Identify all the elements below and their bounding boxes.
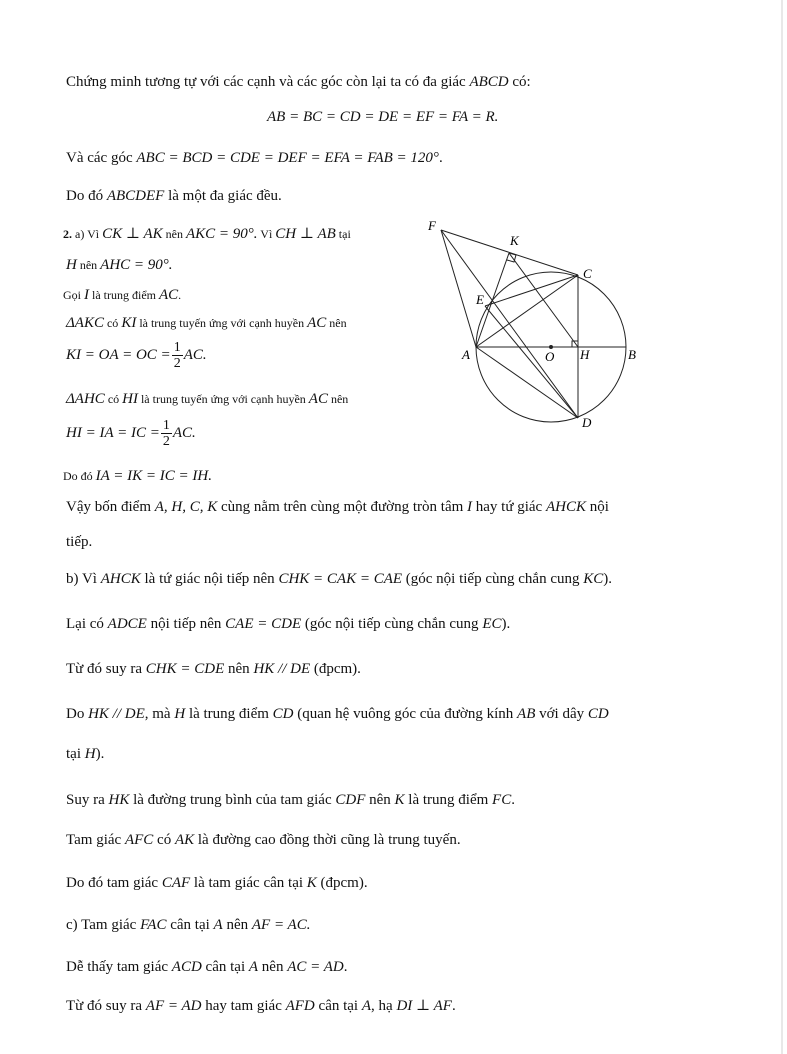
math-angles: CAE = CDE — [225, 616, 302, 632]
math: K — [394, 792, 405, 808]
math: HK // DE — [253, 661, 311, 677]
math: CK ⊥ AK — [102, 226, 163, 242]
text: . — [178, 288, 182, 302]
label-h: H — [580, 347, 590, 362]
math: HK — [108, 792, 130, 808]
math: I — [467, 499, 473, 515]
text: (đpcm). — [316, 875, 368, 891]
text: Gọi — [63, 288, 84, 302]
text: là trung điểm — [404, 792, 493, 808]
math: CAF — [161, 875, 191, 891]
label-b: B — [628, 347, 636, 362]
math: AK — [174, 832, 195, 848]
segment-ac — [476, 275, 578, 347]
math: ADCE — [107, 616, 147, 632]
math: AKC = 90°. — [185, 226, 258, 242]
math: AHC = 90°. — [100, 257, 173, 273]
segment-ad — [476, 347, 578, 418]
text: Vậy bốn điểm — [66, 499, 155, 515]
segment-kh — [509, 253, 578, 347]
math: KI — [121, 315, 137, 331]
math: IA = IK = IC = IH. — [95, 468, 213, 484]
math: AC. — [183, 347, 207, 363]
math: AC — [158, 287, 179, 303]
math: AC — [307, 315, 327, 331]
text: Vì — [257, 227, 276, 241]
text: cân tại — [201, 959, 249, 975]
text: cân tại — [314, 998, 362, 1014]
math: A — [361, 998, 372, 1014]
text: Và các góc — [66, 150, 137, 166]
math: H — [84, 746, 96, 762]
text: cùng nằm trên cùng một đường tròn tâm — [217, 499, 468, 515]
text: , mà — [144, 706, 175, 722]
math: H — [66, 257, 77, 273]
text: (góc nội tiếp cùng chắn cung — [402, 571, 584, 587]
text: b) Vì — [66, 571, 101, 587]
math: AFD — [285, 998, 315, 1014]
text: Dễ thấy tam giác — [66, 959, 172, 975]
text: ). — [603, 571, 612, 587]
text: có — [104, 392, 123, 406]
text: c) Tam giác — [66, 917, 141, 933]
text: nên — [162, 227, 186, 241]
text: nên — [327, 392, 349, 406]
text: là tứ giác nội tiếp nên — [140, 571, 279, 587]
math: AB — [517, 706, 536, 722]
label-d: D — [582, 415, 592, 430]
text: Do đó tam giác — [66, 875, 162, 891]
math: AF = AC. — [251, 917, 311, 933]
math: AHCK — [545, 499, 586, 515]
text: a) Vì — [72, 227, 103, 241]
math: A — [213, 917, 223, 933]
math: AC. — [172, 425, 196, 441]
math: AC — [308, 391, 328, 407]
text: nên — [222, 917, 252, 933]
math: CD — [587, 706, 609, 722]
math: DI ⊥ AF — [396, 998, 452, 1014]
text: (đpcm). — [310, 661, 361, 677]
text: ). — [501, 616, 511, 632]
item-number: 2. — [63, 227, 72, 241]
text: Từ đó suy ra — [66, 998, 146, 1014]
text: nên — [258, 959, 288, 975]
math-angles: CHK = CDE — [145, 661, 225, 677]
text: là tam giác cân tại — [190, 875, 307, 891]
text: (góc nội tiếp cùng chắn cung — [301, 616, 483, 632]
text: ). — [95, 746, 105, 762]
math: ΔAKC — [66, 315, 104, 331]
math: HI — [122, 391, 138, 407]
math-angles: ABC = BCD = CDE = DEF = EFA = FAB = 120° — [136, 150, 439, 166]
text: , hạ — [371, 998, 397, 1014]
math: CD — [272, 706, 294, 722]
segment-af — [441, 230, 476, 347]
label-e: E — [476, 292, 484, 307]
math: ΔAHC — [66, 391, 105, 407]
segment-ec — [485, 275, 578, 306]
math: H — [174, 706, 186, 722]
numerator: 1 — [162, 418, 170, 434]
math-angles: CHK = CAK = CAE — [278, 571, 403, 587]
math: I — [84, 287, 89, 303]
math: A, H, C, K — [154, 499, 218, 515]
text: . — [343, 959, 348, 975]
text: có — [153, 832, 175, 848]
math: AFC — [124, 832, 154, 848]
text: là đường trung bình của tam giác — [129, 792, 336, 808]
numerator: 1 — [173, 340, 181, 356]
text: là trung tuyến ứng với cạnh huyền — [137, 392, 309, 406]
math: CH ⊥ AB — [275, 226, 336, 242]
text: nên — [326, 316, 347, 330]
text: Lại có — [66, 616, 108, 632]
text: . — [438, 150, 443, 166]
label-c: C — [583, 266, 592, 281]
text: tại — [335, 227, 351, 241]
math: K — [306, 875, 317, 891]
math: FC — [492, 792, 512, 808]
text: Suy ra — [66, 792, 109, 808]
math: HI = IA = IC = — [66, 425, 160, 441]
text: nên — [365, 792, 395, 808]
math: ACD — [171, 959, 202, 975]
math: A — [248, 959, 259, 975]
text: hay tam giác — [201, 998, 286, 1014]
label-a: A — [462, 347, 470, 362]
text: với dây — [535, 706, 588, 722]
text: Do — [66, 706, 89, 722]
math: ABCDEF — [106, 188, 165, 204]
text: Tam giác — [66, 832, 125, 848]
math: HK // DE — [88, 706, 145, 722]
math: KI = OA = OC = — [66, 347, 171, 363]
math: CDF — [335, 792, 366, 808]
text: . — [451, 998, 456, 1014]
text: . — [511, 792, 515, 808]
segment-fd — [441, 230, 578, 418]
text: có — [103, 316, 122, 330]
text: Từ đó suy ra — [66, 661, 146, 677]
text: tại — [66, 746, 85, 762]
text: nội tiếp nên — [146, 616, 226, 632]
text: tiếp. — [66, 534, 93, 550]
text: là trung điểm — [185, 706, 273, 722]
label-f: F — [428, 218, 436, 233]
denominator: 2 — [162, 434, 170, 450]
text: Chứng minh tương tự với các cạnh và các góc còn lại ta có đa giác — [66, 74, 470, 90]
text: hay tứ giác — [472, 499, 546, 515]
math-equation: AB = BC = CD = DE = EF = FA = R. — [267, 109, 499, 125]
text: (quan hệ vuông góc của đường kính — [293, 706, 518, 722]
text: có: — [508, 74, 531, 90]
text: cân tại — [166, 917, 214, 933]
label-k: K — [510, 233, 519, 248]
math: EC — [482, 616, 502, 632]
text: Do đó — [66, 188, 107, 204]
label-o: O — [545, 349, 555, 364]
text: là trung tuyến ứng với cạnh huyền — [136, 316, 308, 330]
text: là đường cao đồng thời cũng là trung tuyến. — [194, 832, 461, 848]
math: AC = AD — [287, 959, 344, 975]
math: FAC — [140, 917, 167, 933]
text: nội — [585, 499, 609, 515]
denominator: 2 — [173, 356, 181, 372]
text: nên — [224, 661, 254, 677]
math: ABCD — [469, 74, 509, 90]
math: KC — [583, 571, 604, 587]
text: là một đa giác đều. — [164, 188, 282, 204]
text: Do đó — [63, 469, 96, 483]
math: AF = AD — [145, 998, 202, 1014]
text: nên — [76, 258, 101, 272]
text: là trung điểm — [89, 288, 159, 302]
math: AHCK — [100, 571, 141, 587]
